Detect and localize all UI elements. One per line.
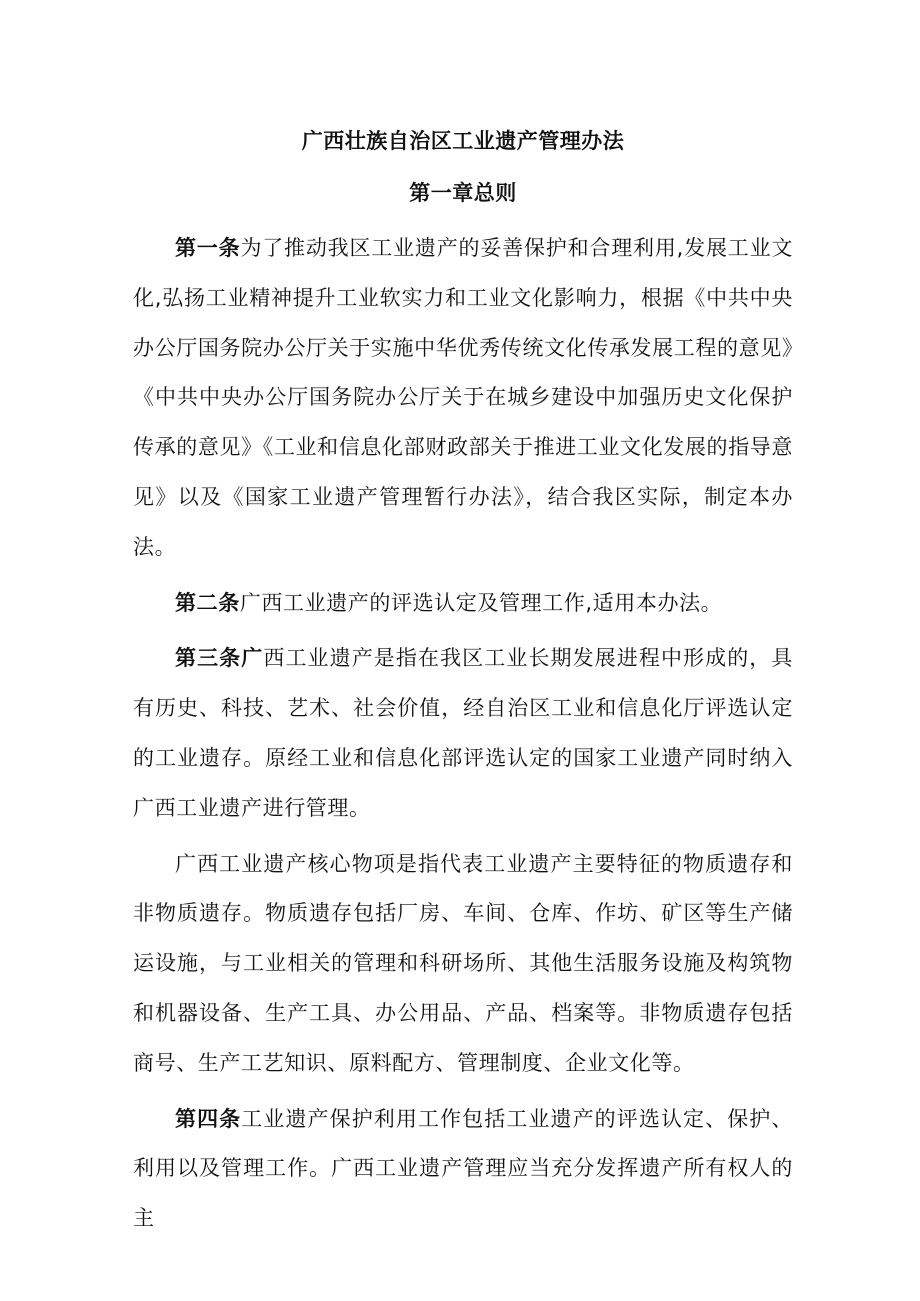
article-2 <box>133 579 793 629</box>
article-label: 第二条 <box>175 590 240 615</box>
article-4 <box>133 1095 793 1244</box>
article-text: 广西工业遗产核心物项是指代表工业遗产主要特征的物质遗存和非物质遗存。物质遗存包括厂房、车间、仓库、作坊、矿区等生产储运设施，与工业相关的管理和科研场所、其他生活服务设施及构筑物和机器设备、生产工具、办公用品、产品、档案等。非物质遗存包括商号、生产工艺知识、原料配方、管理制度、企业文化等。 <box>133 851 793 1075</box>
chapter-title: 第一章总则 <box>409 181 517 205</box>
article-text: 西工业遗产是指在我区工业长期发展进程中形成的，具有历史、科技、艺术、社会价值，经自治区工业和信息化厅评选认定的工业遗存。原经工业和信息化部评选认定的国家工业遗产同时纳入广西工业遗产进行管理。 <box>133 646 793 820</box>
article-label: 第三条广 <box>175 646 264 671</box>
article-label: 第一条 <box>175 236 241 260</box>
article-label: 第四条 <box>175 1106 242 1131</box>
article-3-paragraph-2 <box>133 840 793 1089</box>
article-text: 广西工业遗产的评选认定及管理工作,适用本办法。 <box>239 590 723 615</box>
document-title: 广西壮族自治区工业遗产管理办法 <box>301 129 625 153</box>
document-body <box>133 118 793 1244</box>
article-text: 为了推动我区工业遗产的妥善保护和合理利用,发展工业文化,弘扬工业精神提升工业软实力和工业文化影响力，根据《中共中央办公厅国务院办公厅关于实施中华优秀传统文化传承发展工程的意见》《中共中央办公厅国务院办公厅关于在城乡建设中加强历史文化保护传承的意见》《工业和信息化部财政部关于推进工业文化发展的指导意见》以及《国家工业遗产管理暂行办法》，结合我区实际，制定本办法。 <box>133 236 793 559</box>
article-3 <box>133 634 793 833</box>
article-1 <box>133 224 793 573</box>
article-text: 工业遗产保护利用工作包括工业遗产的评选认定、保护、利用以及管理工作。广西工业遗产管理应当充分发挥遗产所有权人的主 <box>133 1106 793 1231</box>
